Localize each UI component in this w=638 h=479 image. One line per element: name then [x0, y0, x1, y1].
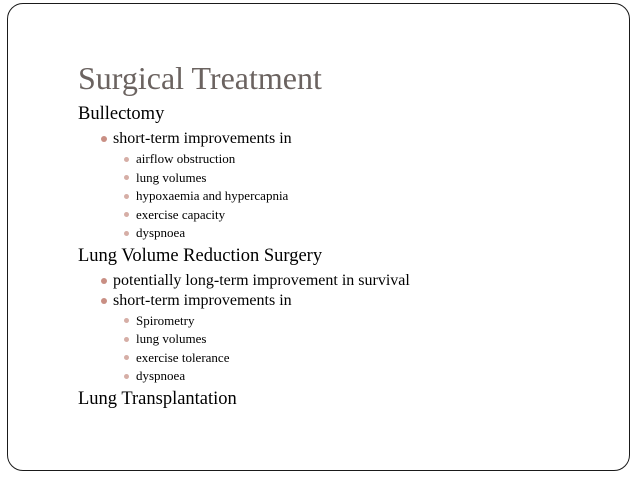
sub-bullet-point — [78, 187, 628, 206]
section-heading-bullectomy: Bullectomy — [78, 104, 165, 124]
sub-bullet-text: dyspnoea — [136, 368, 186, 383]
sub-bullet-point — [78, 349, 628, 368]
bullet-dot-icon — [124, 194, 129, 199]
slide-title: Surgical Treatment — [78, 60, 322, 96]
section-heading-transplantation: Lung Transplantation — [78, 388, 237, 409]
bullet-dot-icon — [124, 355, 129, 360]
sub-bullet-point — [78, 224, 628, 243]
sub-bullet-text: dyspnoea — [136, 225, 186, 240]
sub-bullet-point — [78, 169, 628, 188]
bullet-dot-icon — [124, 231, 129, 236]
section-heading-lvrs: Lung Volume Reduction Surgery — [78, 245, 323, 266]
bullet-text: short-term improvements in — [113, 291, 292, 309]
sub-bullet-text: exercise capacity — [136, 206, 226, 222]
sub-bullet-point — [78, 312, 628, 331]
bullet-point — [78, 291, 628, 311]
sub-bullet-point — [78, 367, 628, 386]
bullet-dot-icon — [124, 374, 129, 379]
sub-bullet-text: hypoxaemia and hypercapnia — [136, 188, 289, 203]
slide-content — [78, 103, 628, 410]
sub-bullet-text: lung volumes — [136, 169, 207, 185]
bullet-text: potentially long-term improvement in survival — [113, 271, 410, 289]
bullet-dot-icon — [101, 298, 107, 304]
bullet-text: short-term improvements in — [113, 130, 292, 147]
bullet-dot-icon — [124, 337, 129, 342]
sub-bullet-point — [78, 206, 628, 225]
bullet-dot-icon — [124, 175, 129, 180]
bullet-dot-icon — [101, 136, 107, 142]
sub-bullet-point — [78, 330, 628, 349]
bullet-point — [78, 271, 628, 291]
slide-frame — [7, 3, 630, 471]
bullet-dot-icon — [101, 278, 107, 284]
sub-bullet-text: Spirometry — [136, 312, 195, 328]
sub-bullet-point — [78, 150, 628, 169]
sub-bullet-text: exercise tolerance — [136, 349, 230, 365]
sub-bullet-text: airflow obstruction — [136, 151, 236, 166]
bullet-point — [78, 129, 628, 149]
sub-bullet-text: lung volumes — [136, 331, 207, 346]
bullet-dot-icon — [124, 318, 129, 323]
bullet-dot-icon — [124, 157, 129, 162]
bullet-dot-icon — [124, 212, 129, 217]
